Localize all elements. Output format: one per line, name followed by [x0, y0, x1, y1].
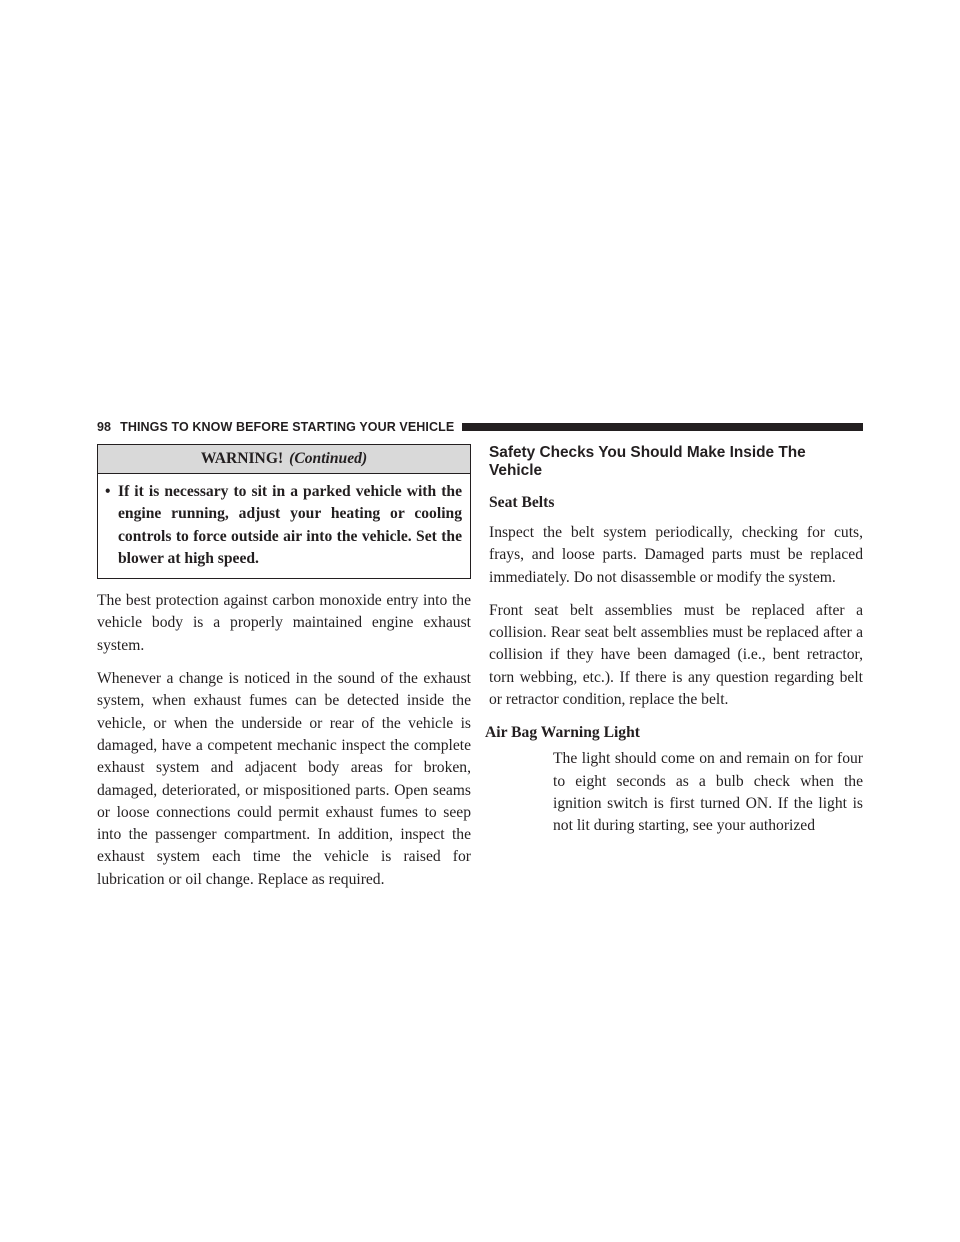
- airbag-block: [489, 748, 863, 837]
- airbag-icon-area: [489, 748, 553, 837]
- page-header: [97, 418, 863, 435]
- airbag-heading: Air Bag Warning Light: [485, 724, 640, 742]
- right-column: [485, 444, 863, 838]
- exhaust-inspection-paragraph: Whenever a change is noticed in the sound of the exhaust system, when exhaust fumes can be detected inside the vehicle, or when the underside or rear of the vehicle is damaged, have a competent mechanic inspect the complete exhaust system and adjacent body areas for broken, damaged, deteriorated, or mispositioned parts. Open seams or loose connections could permit exhaust fumes to seep into the passenger compartment. In addition, inspect the exhaust system each time the vehicle is raised for lubrication or oil change. Replace as required.: [97, 670, 471, 888]
- belt-replacement-paragraph: Front seat belt assemblies must be replaced after a collision. Rear seat belt assemblies must be replaced after a collision if they have been damaged (i.e., bent retractor, torn webbing, etc.). If there is any question regarding belt or retractor condition, replace the belt.: [489, 601, 863, 709]
- airbag-text: The light should come on and remain on for four to eight seconds as a bulb check when the ignition switch is first turned ON. If the light is not lit during starting, see your authorized: [553, 750, 863, 835]
- page-number: 98: [97, 419, 112, 434]
- warning-box: [97, 444, 471, 579]
- warning-body: [98, 474, 470, 578]
- safety-checks-heading: Safety Checks You Should Make Inside The Vehicle: [489, 444, 806, 479]
- belt-inspection-paragraph: Inspect the belt system periodically, checking for cuts, frays, and loose parts. Damaged parts must be replaced immediately. Do not disassemble or modify the system.: [489, 524, 863, 586]
- warning-continued: (Continued): [289, 450, 368, 467]
- warning-text: If it is necessary to sit in a parked vehicle with the engine running, adjust your heating or cooling controls to force outside air into the vehicle. Set the blower at high speed.: [118, 483, 462, 567]
- section-title: THINGS TO KNOW BEFORE STARTING YOUR VEHICLE: [120, 419, 455, 434]
- header-rule: [462, 423, 863, 431]
- seat-belts-heading: Seat Belts: [489, 494, 555, 511]
- co-protection-paragraph: The best protection against carbon monoxide entry into the vehicle body is a properly maintained engine exhaust system.: [97, 592, 471, 654]
- left-column: [97, 444, 471, 902]
- warning-title: [98, 445, 470, 474]
- warning-label: WARNING!: [200, 450, 284, 467]
- bullet-icon: •: [105, 483, 111, 500]
